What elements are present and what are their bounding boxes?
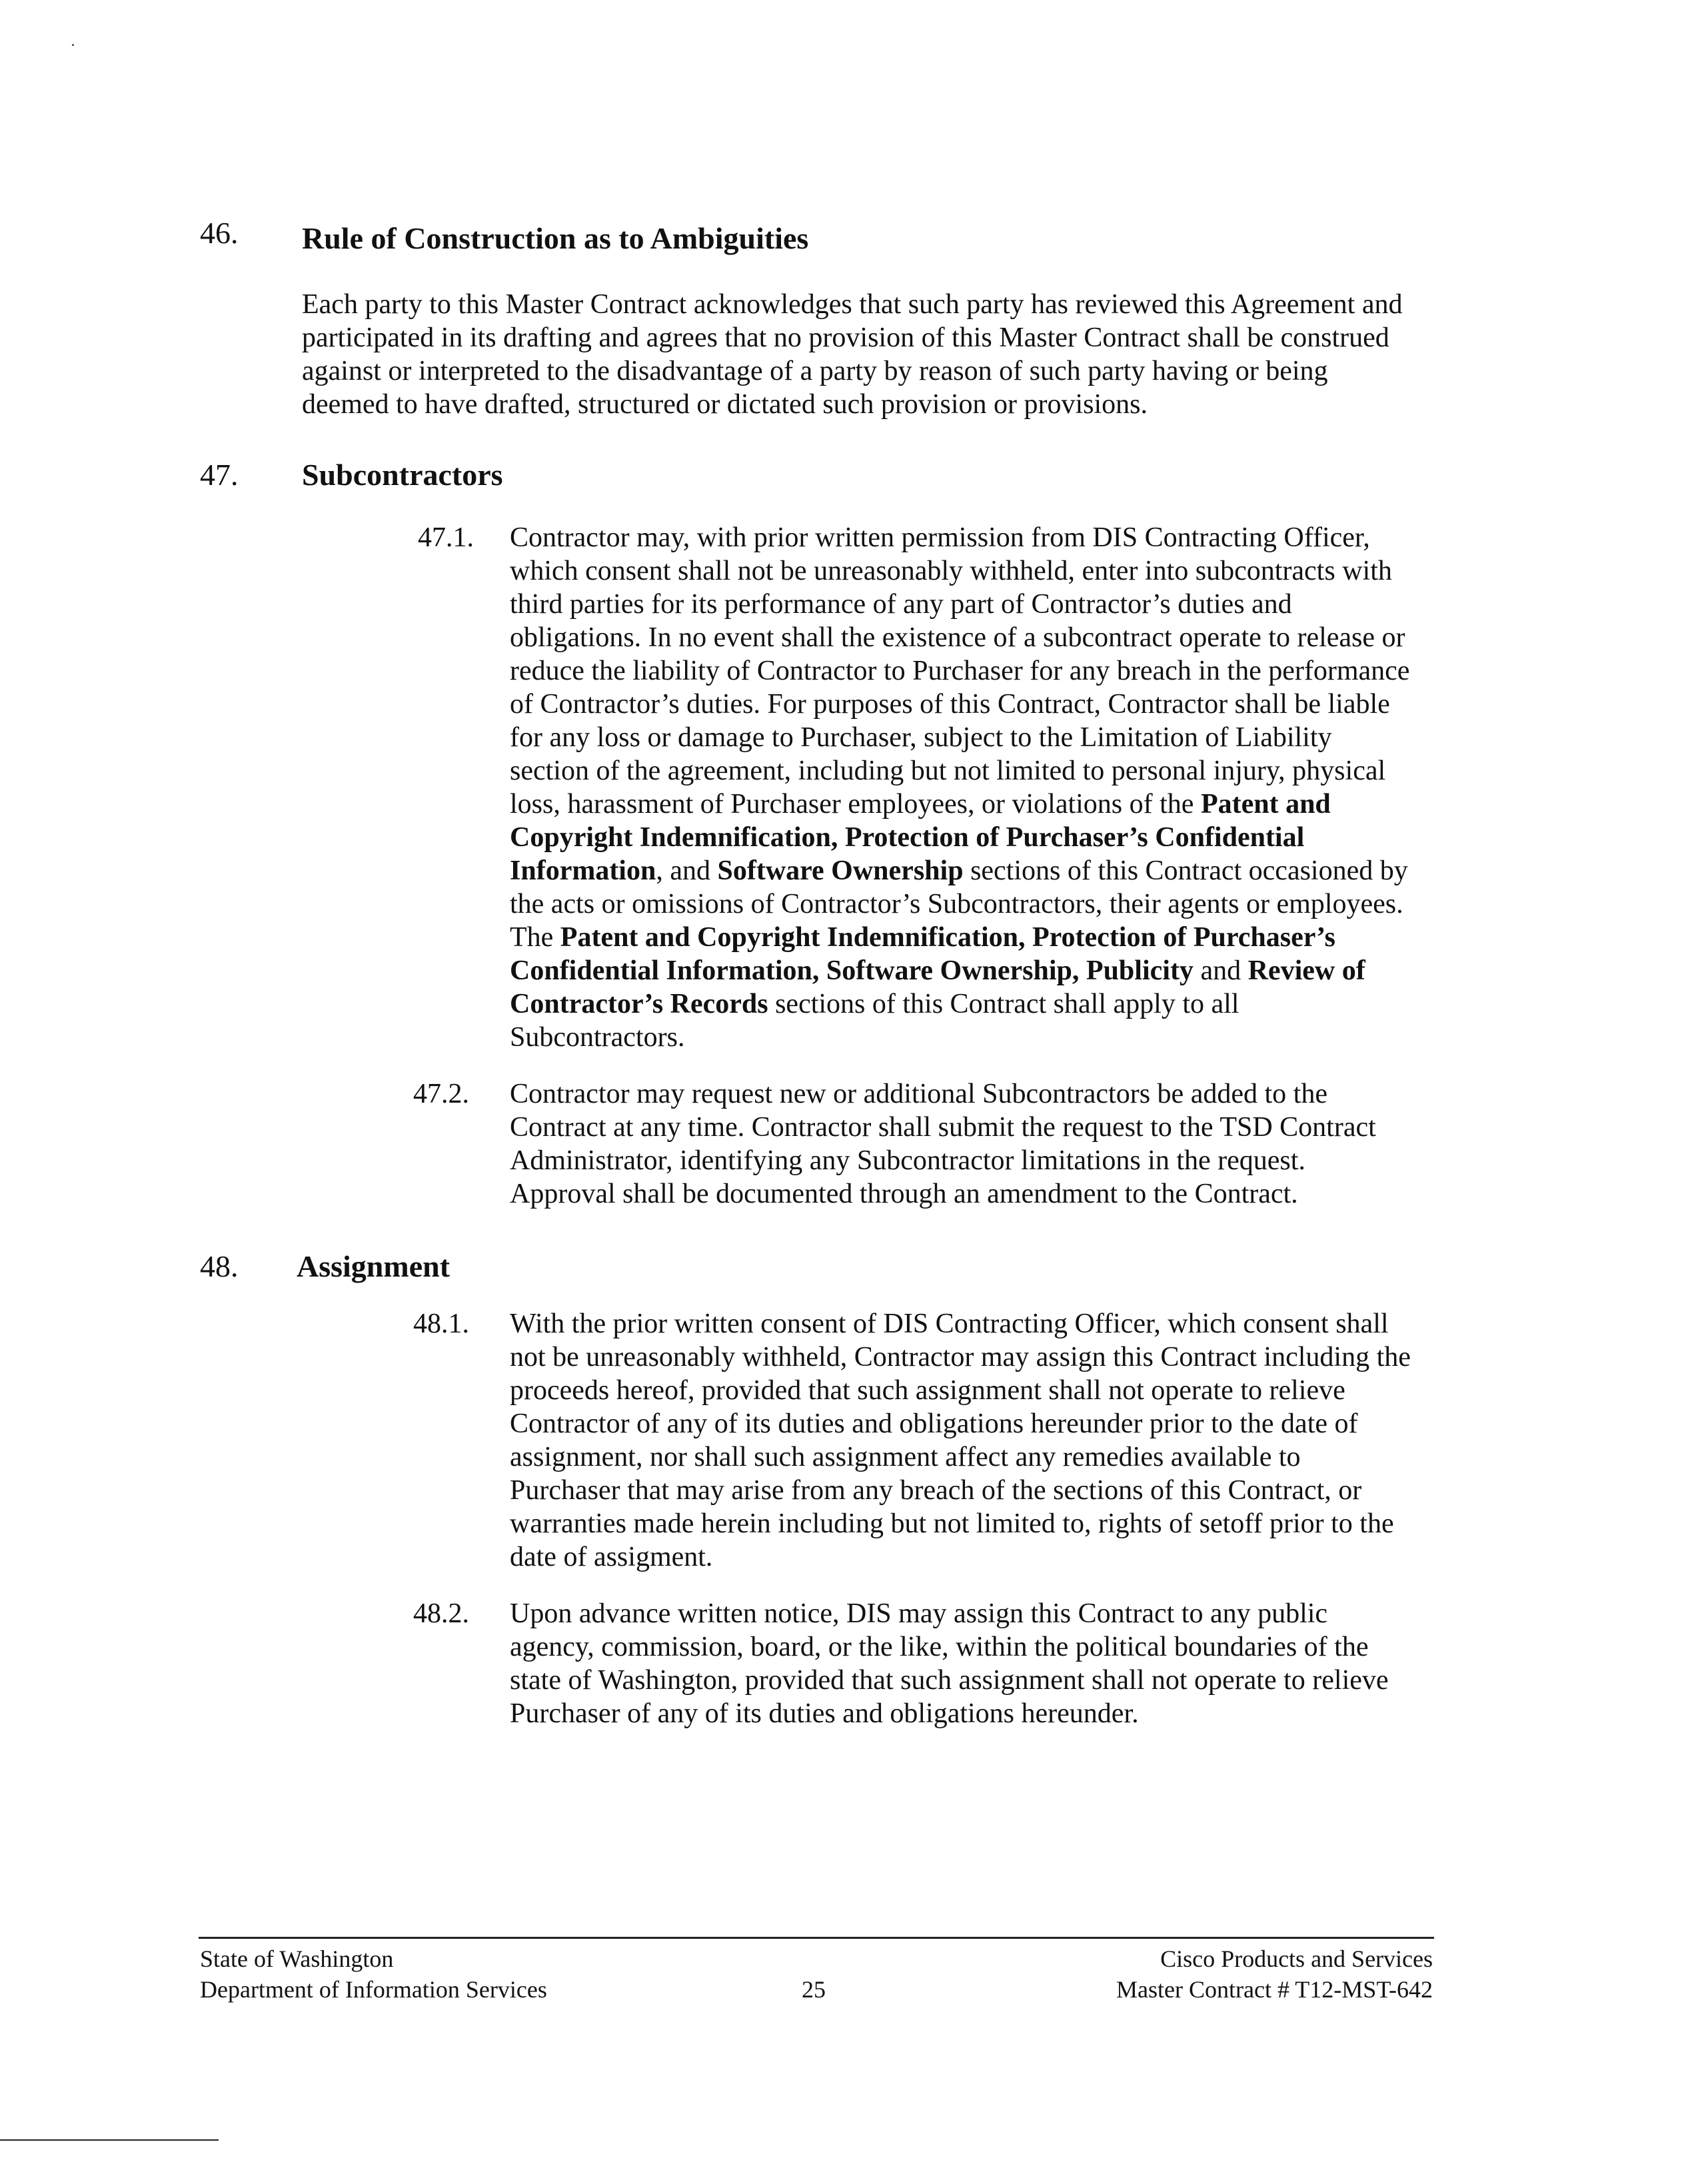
clause-text-segment: , and [656, 855, 718, 886]
clause-text-segment: sections of this Contract shall apply to all Subcontractors. [510, 989, 1240, 1053]
clause-text-segment: Contractor may, with prior written permission from DIS Contracting Officer, which consent shall not be unreasonably withheld, enter into subcontracts with third parties for its performance of any part of Contractor’s duties and obligations. In no event shall the existence of a subcontract operate to release or reduce the liability of Contractor to Purchaser for any breach in the performance of Contractor’s duties. For purposes of this Contract, Contractor shall be liable for any loss or damage to Purchaser, subject to the Limitation of Liability section of the agreement, including but not limited to personal injury, physical loss, harassment of Purchaser employees, or violations of the [510, 522, 1410, 819]
footer-rule [199, 1937, 1434, 1939]
clause-text-segment: sections of this Contract occasioned by the acts or omissions of Contractor’s Subcontractors, their agents or employees. The [510, 855, 1408, 953]
clause-bold-segment: Review of Contractor’s Records [510, 955, 1365, 1019]
bottom-edge-rule [0, 2139, 219, 2141]
section-47-title: Subcontractors [302, 458, 503, 492]
clause-text-segment: and [1193, 955, 1248, 986]
clause-47-1-number: 47.1. [418, 522, 474, 553]
footer-left-line2: Department of Information Services [200, 1976, 547, 2003]
section-47-number: 47. [200, 458, 239, 492]
footer-left-line1: State of Washington [200, 1945, 394, 1972]
clause-48-1-text: With the prior written consent of DIS Contracting Officer, which consent shall not be unreasonably withheld, Contractor may assign this Contract including the proceeds hereof, provided that such assignment shall not operate to relieve Contractor of any of its duties and obligations hereunder prior to the date of assignment, nor shall such assignment affect any remedies available to Purchaser that may arise from any breach of the sections of this Contract, or warranties made herein including but not limited to, rights of setoff prior to the date of assigment. [510, 1309, 1411, 1572]
footer-right-line2: Master Contract # T12-MST-642 [1116, 1976, 1433, 2003]
section-48-number: 48. [200, 1249, 239, 1283]
footer-right-line1: Cisco Products and Services [1160, 1945, 1433, 1972]
clause-48-2-text: Upon advance written notice, DIS may assign this Contract to any public agency, commission, board, or the like, within the political boundaries of the state of Washington, provided that such assignment shall not operate to relieve Purchaser of any of its duties and obligations hereunder. [510, 1598, 1389, 1729]
clause-47-2-text: Contractor may request new or additional Subcontractors be added to the Contract at any time. Contractor shall submit the request to the TSD Contract Administrator, identifying any Subcontractor limitations in the request. Approval shall be documented through an amendment to the Contract. [510, 1079, 1376, 1209]
clause-48-2-number: 48.2. [413, 1598, 469, 1629]
clause-48-1-number: 48.1. [413, 1309, 469, 1339]
section-46-body: Each party to this Master Contract acknowledges that such party has reviewed this Agreement and participated in its drafting and agrees that no provision of this Master Contract shall be construed against or interpreted to the disadvantage of a party by reason of such party having or being deemed to have drafted, structured or dictated such provision or provisions. [302, 289, 1403, 420]
clause-47-1-text [510, 521, 1413, 1054]
scan-artifact-dot [72, 44, 74, 46]
clause-bold-segment: Patent and Copyright Indemnification, Protection of Purchaser’s Confidential Information [510, 789, 1331, 886]
section-46-number: 46. [200, 216, 239, 250]
clause-47-2-number: 47.2. [413, 1079, 469, 1109]
section-48-title: Assignment [297, 1249, 450, 1283]
footer-page-number: 25 [802, 1976, 826, 2003]
clause-bold-segment: Software Ownership [717, 855, 964, 886]
clause-bold-segment: Patent and Copyright Indemnification, Protection of Purchaser’s Confidential Information, Software Ownership, Publicity [510, 922, 1335, 986]
section-46-title: Rule of Construction as to Ambiguities [302, 221, 809, 255]
